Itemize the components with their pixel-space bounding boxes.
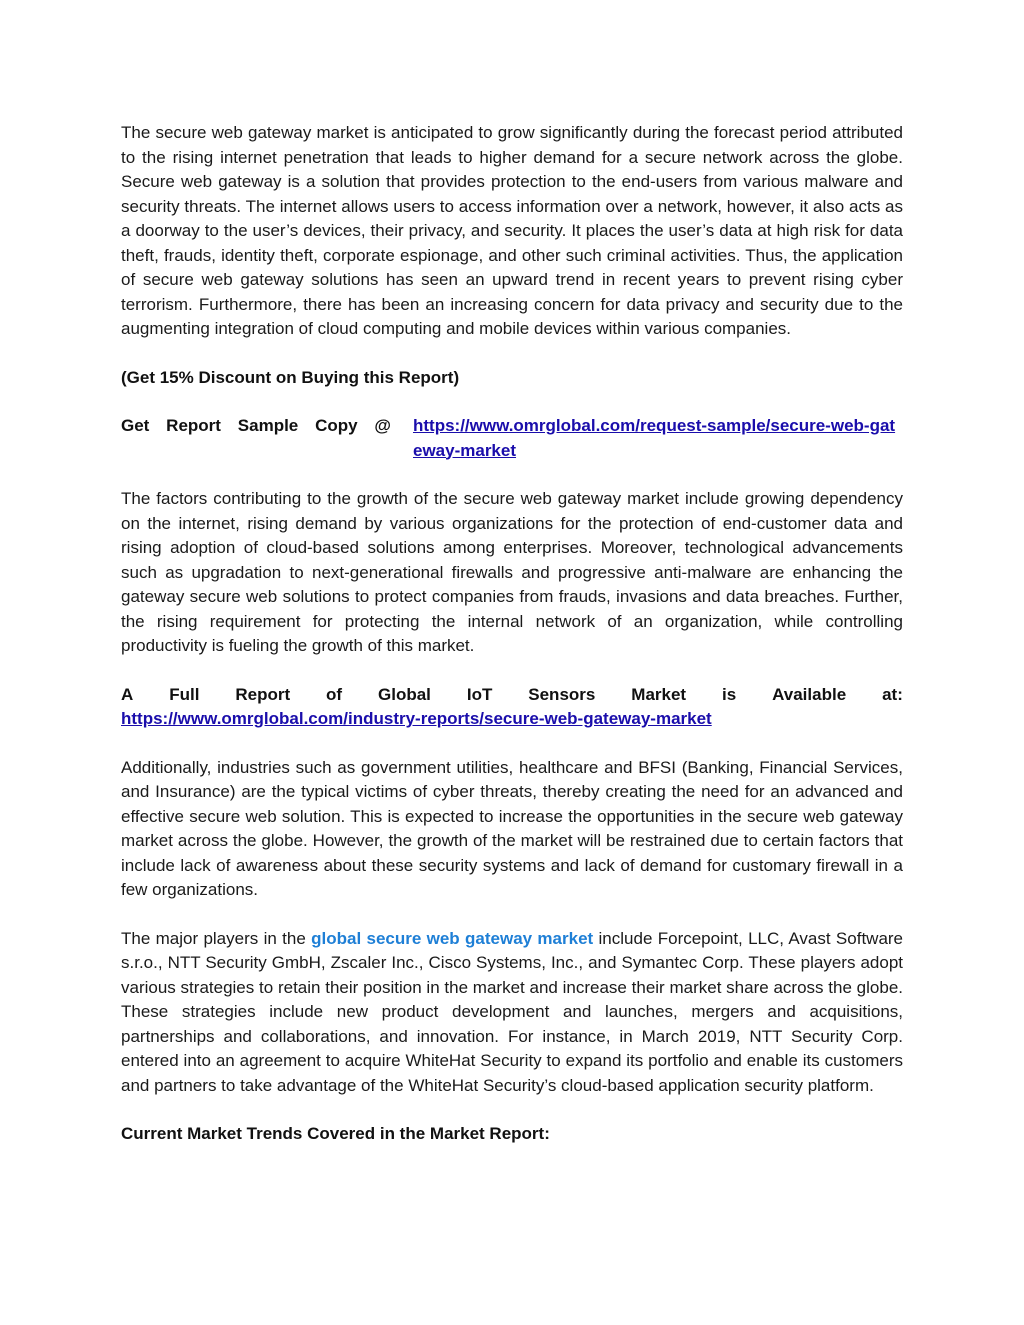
full-report-link[interactable]: https://www.omrglobal.com/industry-reports/secure-web-gateway-market	[121, 709, 712, 728]
full-report-word: Sensors	[528, 684, 596, 704]
major-players-body: include Forcepoint, LLC, Avast Software s.r.o., NTT Security GmbH, Zscaler Inc., Cisco Systems, Inc., and Symantec Corp. These players adopt various strategies to retain their position in the market and increase their market share across the globe. These strategies include new product development and launches, mergers and acquisitions, partnerships and collaborations, and innovation. For instance, in March 2019, NTT Security Corp. entered into an agreement to acquire WhiteHat Security to expand its portfolio and enable its customers and partners to take advantage of the WhiteHat Security’s cloud-based application security platform.	[121, 928, 904, 1095]
full-report-label	[121, 683, 903, 708]
sample-request-link[interactable]: https://www.omrglobal.com/request-sample/secure-web-gateway-market	[413, 416, 896, 460]
full-report-word: Report	[235, 684, 291, 704]
sample-word: Sample	[237, 416, 299, 435]
sample-word: Report	[166, 416, 221, 435]
sample-word: Get	[121, 416, 150, 435]
sample-copy-block	[121, 414, 903, 463]
growth-factors-paragraph: The factors contributing to the growth of the secure web gateway market include growing dependency on the internet, rising demand by various organizations for the protection of end-customer data and rising adoption of cloud-based solutions among enterprises. Moreover, technological advancements such as upgradation to next-generational firewalls and progressive anti-malware are enhancing the gateway secure web solutions to protect companies from frauds, invasions and data breaches. Further, the rising requirement for protecting the internal network of an organization, while controlling productivity is fueling the growth of this market.	[121, 489, 903, 655]
full-report-word: at:	[882, 684, 903, 704]
full-report-word: Full	[169, 684, 200, 704]
discount-note: (Get 15% Discount on Buying this Report)	[121, 367, 460, 387]
full-report-word: Market	[631, 684, 687, 704]
document-page	[121, 121, 903, 1171]
full-report-word: Global	[378, 684, 431, 704]
full-report-word: Available	[772, 684, 847, 704]
trends-heading: Current Market Trends Covered in the Market Report:	[121, 1124, 550, 1143]
sample-word: Copy	[315, 416, 358, 435]
full-report-block	[121, 683, 903, 732]
sample-word: @	[374, 416, 391, 435]
sample-copy-line	[121, 414, 903, 463]
global-market-link[interactable]: global secure web gateway market	[311, 928, 594, 948]
intro-paragraph: The secure web gateway market is anticipated to grow significantly during the forecast period attributed to the rising internet penetration that leads to higher demand for a secure network across the globe. Secure web gateway is a solution that provides protection to the end-users from various malware and security threats. The internet allows users to access information over a network, however, it also acts as a doorway to the user’s devices, their privacy, and security. It places the user’s data at high risk for data theft, frauds, identity theft, corporate espionage, and other such criminal activities. Thus, the application of secure web gateway solutions has seen an upward trend in recent years to prevent rising cyber terrorism. Furthermore, there has been an increasing concern for data privacy and security due to the augmenting integration of cloud computing and mobile devices within various companies.	[121, 123, 903, 338]
industries-paragraph: Additionally, industries such as government utilities, healthcare and BFSI (Banking, Financial Services, and Insurance) are the typical victims of cyber threats, thereby creating the need for an advanced and effective secure web solution. This is expected to increase the opportunities in the secure web gateway market across the globe. However, the growth of the market will be restrained due to certain factors that include lack of awareness about these security systems and lack of demand for customary firewall in a few organizations.	[121, 757, 903, 899]
major-players-paragraph	[121, 927, 903, 1099]
full-report-word: of	[326, 684, 343, 704]
full-report-word: is	[722, 684, 737, 704]
major-players-intro: The major players in the	[121, 928, 312, 948]
full-report-word: A	[121, 684, 134, 704]
full-report-word: IoT	[466, 684, 493, 704]
sample-copy-label	[121, 414, 391, 463]
